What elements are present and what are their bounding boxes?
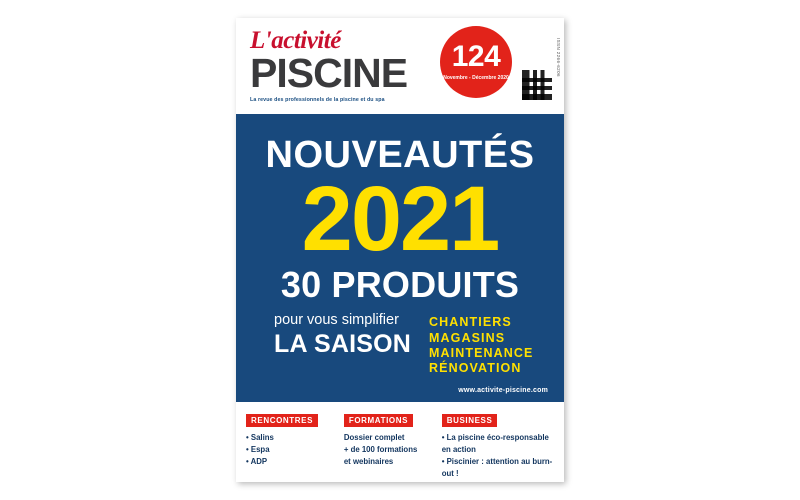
qr-code-icon	[522, 70, 552, 100]
footer-item: en action	[441, 445, 476, 455]
issue-date: Novembre - Décembre 2020	[443, 75, 509, 82]
cover-year: 2021	[301, 168, 499, 270]
cover-leadin-block	[254, 313, 411, 357]
footer-item: • La piscine éco-responsable	[441, 433, 549, 442]
footer-item: • ADP	[246, 457, 268, 467]
keyword-magasins: MAGASINS	[429, 330, 506, 345]
issue-number: 124	[451, 40, 501, 74]
footer-item: • Espa	[246, 445, 270, 455]
footer-item: et webinaires	[343, 457, 394, 467]
issn-code: ISSN 2266-6206	[556, 38, 561, 77]
footer-column-business	[442, 410, 554, 482]
magazine-logo	[250, 28, 460, 103]
footer-item: • Piscinier : attention au burn-out !	[441, 457, 553, 479]
magazine-cover	[236, 18, 564, 482]
cover-keywords	[411, 313, 546, 376]
cover-bottom-row	[236, 303, 564, 376]
footer-item: Dossier complet	[343, 433, 405, 442]
cover-subhead: 30 PRODUITS	[280, 264, 520, 306]
footer-column-formations	[344, 410, 434, 482]
keyword-renovation: RÉNOVATION	[429, 361, 522, 376]
cover-main-panel	[236, 114, 564, 402]
keyword-chantiers: CHANTIERS	[429, 315, 512, 330]
cover-footer	[236, 402, 564, 482]
footer-item: • Salins	[246, 433, 274, 442]
cover-website: www.activite-piscine.com	[458, 387, 548, 394]
footer-title-business: BUSINESS	[442, 414, 498, 427]
logo-activite-text: L'activité	[250, 27, 341, 54]
footer-title-rencontres: RENCONTRES	[246, 414, 318, 427]
footer-title-formations: FORMATIONS	[344, 414, 413, 427]
cover-masthead	[236, 18, 564, 114]
cover-season: LA SAISON	[274, 330, 411, 359]
cover-headline: NOUVEAUTÉS	[265, 134, 535, 176]
keyword-maintenance: MAINTENANCE	[429, 345, 534, 360]
logo-piscine-text: PISCINE	[250, 50, 408, 96]
logo-tagline: La revue des professionnels de la piscine et du spa	[250, 96, 385, 103]
issue-badge	[440, 26, 512, 98]
cover-leadin: pour vous simplifier	[274, 312, 399, 329]
footer-item: + de 100 formations	[343, 445, 418, 455]
footer-column-rencontres	[246, 410, 336, 482]
